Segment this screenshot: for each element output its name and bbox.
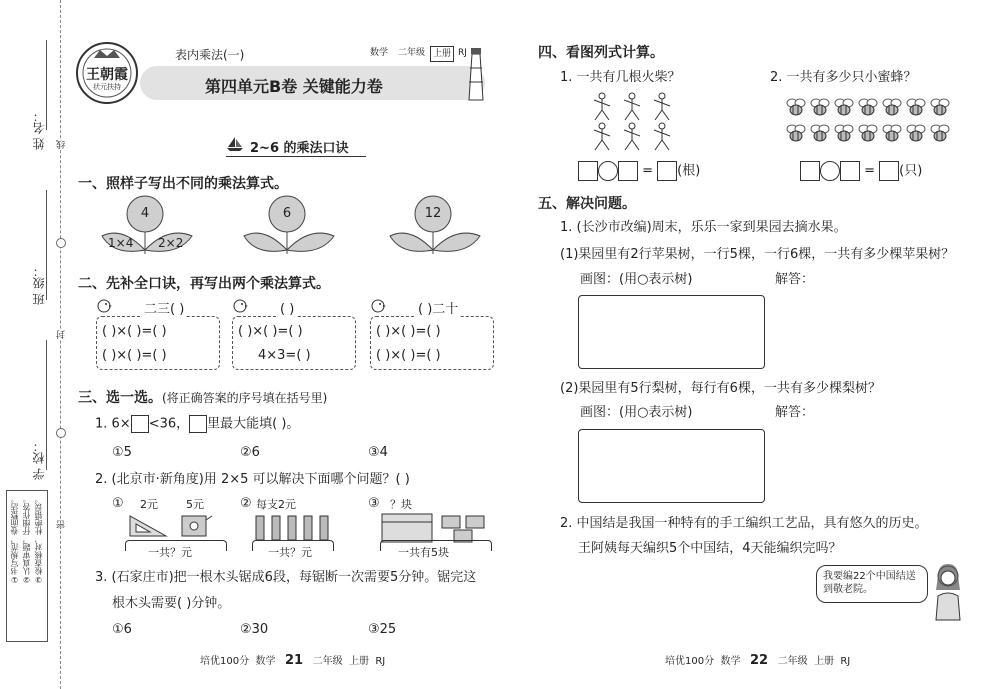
bee-icon — [787, 99, 805, 115]
option[interactable]: ①5 — [112, 445, 132, 460]
bee-icon — [883, 99, 901, 115]
bee-icon — [907, 99, 925, 115]
heading-underline — [226, 156, 366, 157]
drawing-area[interactable] — [578, 295, 765, 369]
rhyme-line[interactable]: ( )二十 — [418, 302, 459, 317]
flower-card — [388, 194, 498, 260]
flower-left-leaf[interactable]: 1×4 — [108, 236, 134, 250]
blank-circle[interactable] — [598, 161, 618, 181]
q4-answer1: = (根) — [578, 161, 700, 181]
name-field[interactable] — [46, 40, 47, 130]
option[interactable]: ③4 — [368, 445, 388, 460]
equation-row[interactable]: ( )×( )=( ) — [376, 348, 441, 363]
logo-subtext: 状元扶持 — [93, 83, 121, 91]
unit-label: 表内乘法(一) — [175, 48, 245, 62]
bee-icon — [859, 125, 877, 141]
meta-edition: RJ — [458, 48, 467, 58]
option-label[interactable]: ② — [240, 496, 252, 511]
cut-line — [60, 0, 61, 689]
flower-card — [100, 194, 210, 260]
q3-item3-stem: 3. (石家庄市)把一根木头锯成6段，每锯断一次需要5分钟。锯完这 — [95, 570, 477, 585]
meta-subject: 数学 — [370, 48, 389, 58]
matchstick-figure — [624, 123, 640, 150]
blank-square[interactable] — [840, 161, 860, 181]
chick-icon — [232, 297, 248, 317]
q3-item1-stem: 1. 6× <36， 里最大能填( )。 — [95, 416, 300, 432]
caption: 一共？元 — [268, 546, 312, 559]
girl-figure — [928, 562, 968, 626]
equation-row[interactable]: ( )×( )=( ) — [238, 324, 303, 339]
q3-item3-stem-cont: 根木头需要( )分钟。 — [112, 596, 231, 611]
page-number: 22 — [750, 653, 769, 668]
q2-title: 二、先补全口诀，再写出两个乘法算式。 — [78, 276, 330, 292]
answer-label: 解答： — [775, 405, 815, 420]
bee-icon — [835, 125, 853, 141]
flower-card — [242, 194, 352, 260]
school-field[interactable] — [46, 340, 47, 470]
price-tag: 每支2元 — [256, 498, 296, 511]
bee-icon — [811, 125, 829, 141]
price-tag: 5元 — [186, 498, 204, 511]
q5-title: 五、解决问题。 — [538, 196, 636, 212]
caption: 一共有5块 — [398, 546, 449, 559]
draw-label: 画图：(用○表示树) — [580, 405, 693, 420]
bee-icon — [883, 125, 901, 141]
option[interactable]: ③25 — [368, 622, 397, 637]
class-field[interactable] — [46, 190, 47, 300]
matchstick-figure — [594, 93, 610, 120]
bee-icon — [811, 99, 829, 115]
rhyme-line[interactable]: ( ) — [280, 302, 295, 317]
option[interactable]: ②6 — [240, 445, 260, 460]
rhyme-line[interactable]: 二三( ) — [144, 302, 185, 317]
q5-p1b: (2)果园里有5行梨树，每行有6棵，一共有多少棵梨树？ — [560, 381, 881, 396]
brand-logo — [74, 40, 140, 106]
flower-icon — [388, 194, 498, 256]
q4-p2: 2. 一共有多少只小蜜蜂？ — [770, 70, 917, 85]
punch-hole — [56, 428, 66, 438]
punch-hole — [56, 238, 66, 248]
q3-item2-stem: 2. (北京市·新角度)用 2×5 可以解决下面哪个问题？( ) — [95, 472, 410, 487]
bee-icon — [931, 99, 949, 115]
draw-label: 画图：(用○表示树) — [580, 272, 693, 287]
lighthouse-icon — [465, 46, 487, 106]
equation-row[interactable]: ( )×( )=( ) — [102, 348, 167, 363]
flower-right-leaf[interactable]: 2×2 — [158, 236, 184, 250]
cut-mark: 封 — [57, 330, 67, 339]
page-number: 21 — [285, 653, 304, 668]
matchstick-figure — [594, 123, 610, 150]
meta-term: 上册 — [430, 46, 454, 62]
caption: 一共？元 — [148, 546, 192, 559]
q5-p1a: (1)果园里有2行苹果树，一行5棵，一行6棵，一共有多少棵苹果树？ — [560, 247, 955, 262]
section-heading: 2~6 的乘法口诀 — [250, 141, 349, 156]
matchstick-figure — [654, 123, 670, 150]
meta-grade: 二年级 — [398, 48, 426, 58]
blank-square[interactable] — [618, 161, 638, 181]
option-label[interactable]: ① — [112, 496, 124, 511]
chick-icon — [370, 297, 386, 317]
blank-square[interactable] — [800, 161, 820, 181]
equation-row[interactable]: ( )×( )=( ) — [102, 324, 167, 339]
matchstick-figure — [654, 93, 670, 120]
bee-icon — [859, 99, 877, 115]
flower-center-number: 4 — [140, 206, 150, 221]
page-title: 第四单元B卷 关键能力卷 — [205, 77, 383, 96]
bee-icon — [787, 125, 805, 141]
logo-text: 王朝霞 — [86, 67, 128, 83]
q4-title: 四、看图列式计算。 — [538, 45, 664, 61]
page-footer-right: 培优100分 数学 22 二年级 上册 RJ — [665, 653, 851, 668]
blank-square[interactable] — [189, 415, 207, 433]
answer-label: 解答： — [775, 272, 815, 287]
q1-title: 一、照样子写出不同的乘法算式。 — [78, 176, 288, 192]
option-label[interactable]: ③ — [368, 496, 380, 511]
speech-bubble: 我要编22个中国结送到敬老院。 — [816, 565, 928, 603]
chick-icon — [96, 297, 112, 317]
flower-icon — [242, 194, 352, 256]
page-footer-left: 培优100分 数学 21 二年级 上册 RJ — [200, 653, 386, 668]
q4-answer2: = (只) — [800, 161, 922, 181]
cut-mark: 线 — [57, 140, 67, 149]
name-label: 姓 名： — [32, 110, 46, 150]
binding-margin — [0, 0, 70, 689]
option[interactable]: ②30 — [240, 622, 269, 637]
flower-center-number: 12 — [424, 206, 442, 221]
q3-title: 三、选一选。(将正确答案的序号填在括号里) — [78, 390, 328, 406]
blank-square[interactable] — [879, 161, 899, 181]
q5-p2a: 2. 中国结是我国一种特有的手工编织工艺品，具有悠久的历史。 — [560, 516, 928, 531]
tips-box: ①书写规范，卷面整洁。 ②认真审题，仔细作答。 ③检查核对，杜绝错误。 — [6, 490, 48, 642]
bee-icon — [907, 125, 925, 141]
q5-p2b: 王阿姨每天编织5个中国结，4天能编织完吗？ — [578, 541, 842, 556]
equation-row[interactable]: ( )×( )=( ) — [376, 324, 441, 339]
class-label: 班 级： — [32, 265, 46, 305]
price-tag: ？块 — [390, 498, 412, 511]
drawing-area[interactable] — [578, 429, 765, 503]
matchstick-figure — [624, 93, 640, 120]
sailboat-icon — [226, 136, 244, 156]
blank-square[interactable] — [131, 415, 149, 433]
price-tag: 2元 — [140, 498, 158, 511]
flower-center-number: 6 — [282, 206, 292, 221]
blank-circle[interactable] — [820, 161, 840, 181]
matchstick-figures — [590, 92, 680, 156]
equation-row[interactable]: 4×3=( ) — [258, 348, 311, 363]
option[interactable]: ①6 — [112, 622, 132, 637]
q4-p1: 1. 一共有几根火柴？ — [560, 70, 681, 85]
pencil-sharpener-icon — [178, 508, 214, 542]
blank-square[interactable] — [657, 161, 677, 181]
school-label: 学 校： — [32, 440, 46, 480]
ruler-set-icon — [128, 512, 168, 542]
bee-icon — [931, 125, 949, 141]
q5-p1: 1. (长沙市改编)周末，乐乐一家到果园去摘水果。 — [560, 220, 847, 235]
bee-icon — [835, 99, 853, 115]
cut-mark: 密 — [57, 520, 67, 529]
bee-icons — [786, 96, 956, 154]
blank-square[interactable] — [578, 161, 598, 181]
